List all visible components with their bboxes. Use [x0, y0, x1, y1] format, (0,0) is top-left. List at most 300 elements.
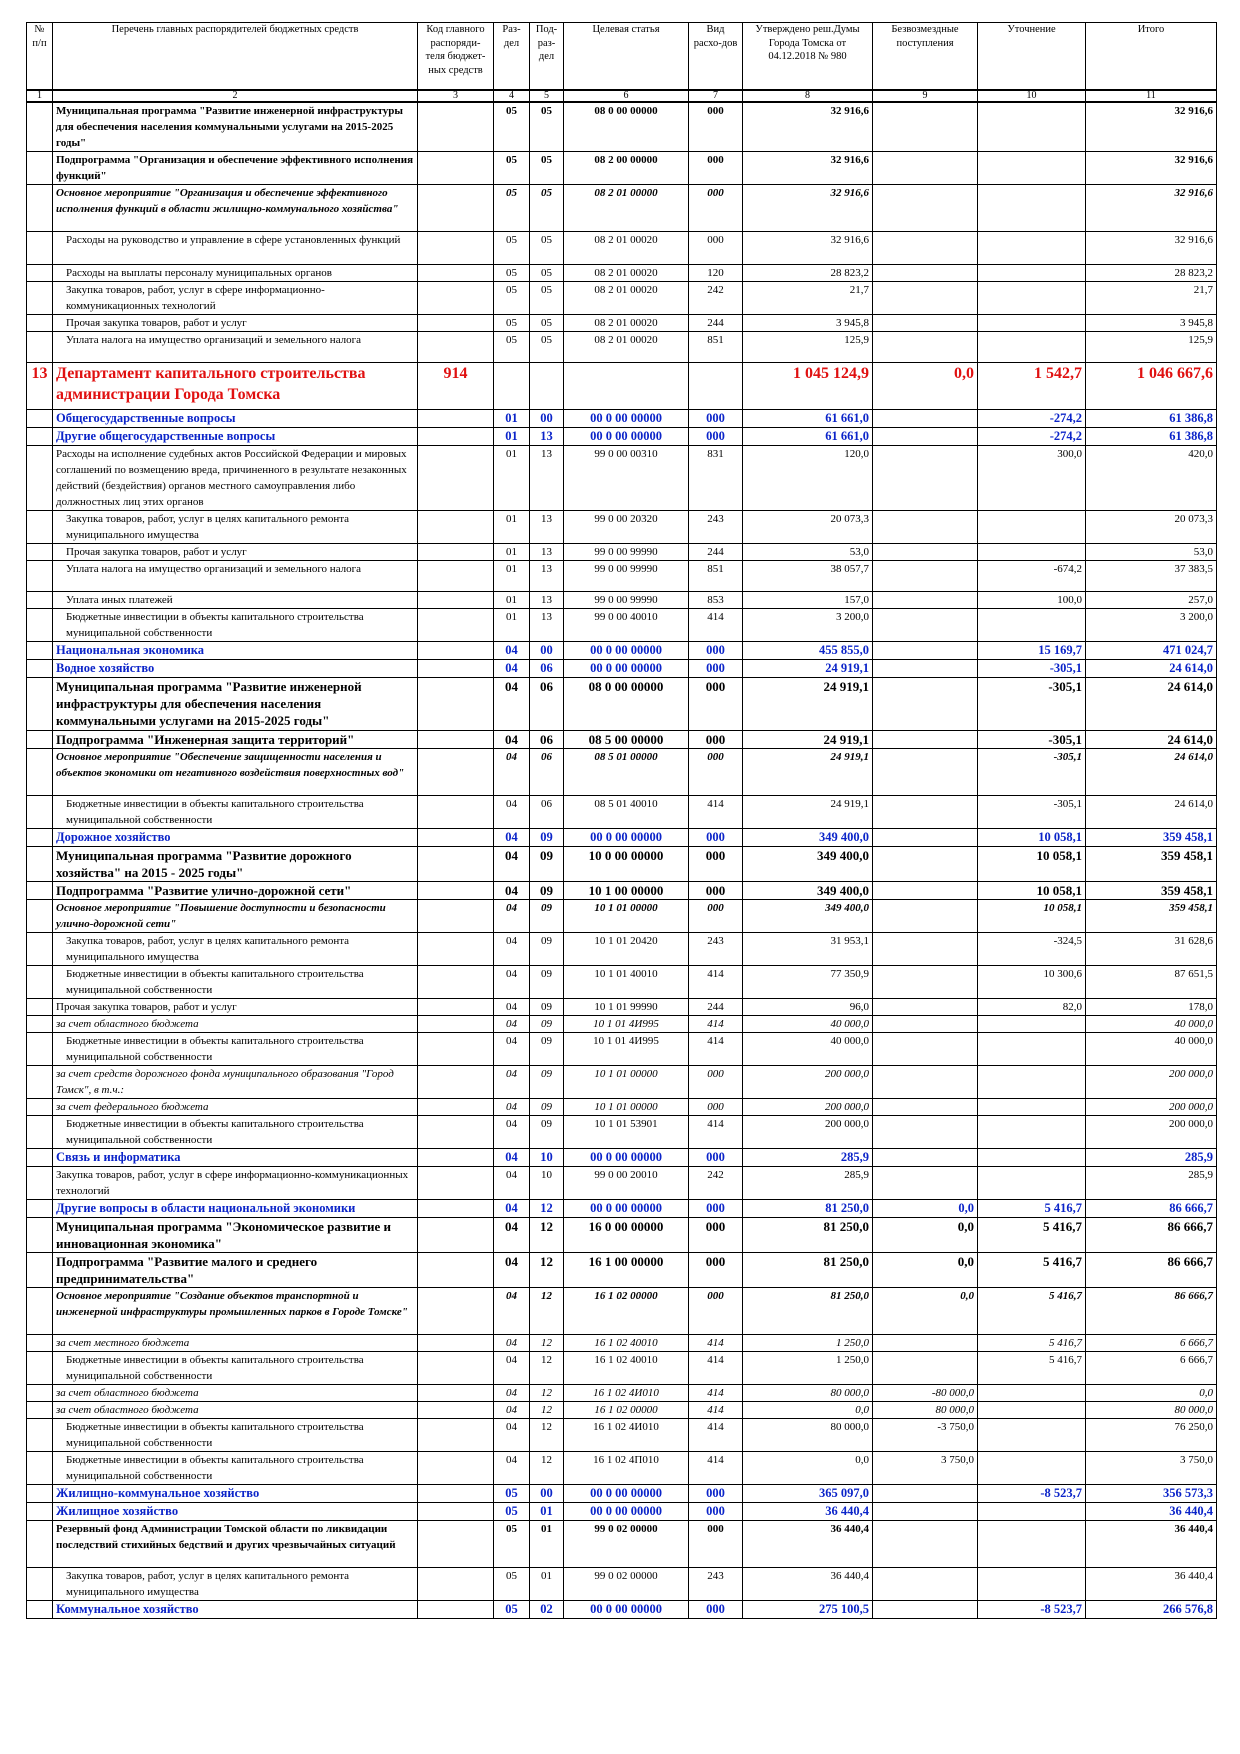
col-header-target: Целевая статья [564, 23, 689, 91]
target-article-cell: 16 1 02 00000 [564, 1288, 689, 1335]
razdel-cell: 05 [494, 185, 530, 232]
grants-amount-cell [873, 592, 978, 609]
razdel-cell: 04 [494, 796, 530, 829]
table-row [27, 731, 1217, 749]
distributor-code [418, 282, 494, 315]
target-article-cell: 99 0 00 20320 [564, 511, 689, 544]
col-header-total: Итого [1086, 23, 1217, 91]
row-name [53, 1568, 418, 1601]
grants-amount-cell [873, 1116, 978, 1149]
expense-type-cell: 414 [689, 1352, 743, 1385]
row-number [27, 1033, 53, 1066]
col-number: 3 [418, 90, 494, 102]
table-row [27, 282, 1217, 315]
table-row [27, 1099, 1217, 1116]
target-article-cell: 16 1 02 4И010 [564, 1419, 689, 1452]
col-number: 9 [873, 90, 978, 102]
approved-amount-cell: 275 100,5 [743, 1601, 873, 1619]
razdel-cell: 05 [494, 232, 530, 265]
row-name [53, 561, 418, 592]
adjustment-amount-cell [978, 1452, 1086, 1485]
total-amount-cell: 76 250,0 [1086, 1419, 1217, 1452]
row-number [27, 1167, 53, 1200]
table-row [27, 1066, 1217, 1099]
row-number [27, 1016, 53, 1033]
table-row [27, 1116, 1217, 1149]
expense-type-cell: 000 [689, 1601, 743, 1619]
row-name: Жилищное хозяйство [53, 1503, 418, 1521]
total-amount-cell: 32 916,6 [1086, 152, 1217, 185]
podrazdel-cell: 09 [530, 1099, 564, 1116]
grants-amount-cell [873, 544, 978, 561]
podrazdel-cell: 12 [530, 1200, 564, 1218]
grants-amount-cell [873, 1066, 978, 1099]
adjustment-amount-cell [978, 1568, 1086, 1601]
column-number-row [27, 90, 1217, 102]
table-row [27, 1419, 1217, 1452]
approved-amount-cell: 77 350,9 [743, 966, 873, 999]
row-number [27, 315, 53, 332]
row-name: Прочая закупка товаров, работ и услуг [53, 999, 418, 1016]
podrazdel-cell: 13 [530, 544, 564, 561]
table-row [27, 749, 1217, 796]
approved-amount-cell: 40 000,0 [743, 1033, 873, 1066]
target-article-cell: 10 1 01 40010 [564, 966, 689, 999]
expense-type-cell: 414 [689, 796, 743, 829]
row-name: Муниципальная программа "Развитие инженерной инфраструктуры для обеспечения населения коммунальными услугами на 2015-2025 годы" [53, 102, 418, 152]
distributor-code [418, 966, 494, 999]
approved-amount-cell: 28 823,2 [743, 265, 873, 282]
row-number [27, 561, 53, 592]
distributor-code [418, 847, 494, 882]
distributor-code [418, 1218, 494, 1253]
col-header-adjustment: Уточнение [978, 23, 1086, 91]
total-amount-cell: 20 073,3 [1086, 511, 1217, 544]
row-number [27, 1402, 53, 1419]
target-article-cell: 10 0 00 00000 [564, 847, 689, 882]
expense-type-cell: 000 [689, 428, 743, 446]
razdel-cell: 04 [494, 678, 530, 731]
target-article-cell: 99 0 00 40010 [564, 609, 689, 642]
total-amount-cell: 40 000,0 [1086, 1033, 1217, 1066]
row-name-text: Прочая закупка товаров, работ и услуг [66, 546, 247, 558]
row-name-text: Бюджетные инвестиции в объекты капитального строительства муниципальной собственности [66, 968, 364, 996]
razdel-cell: 05 [494, 152, 530, 185]
row-name: Расходы на исполнение судебных актов Российской Федерации и мировых соглашений по возмещению вреда, причиненного в результате незаконных действий (бездействия) органов местного самоуправления либо должностных лиц этих органов [53, 446, 418, 511]
podrazdel-cell: 06 [530, 749, 564, 796]
table-row [27, 1402, 1217, 1419]
approved-amount-cell: 365 097,0 [743, 1485, 873, 1503]
distributor-code [418, 882, 494, 900]
target-article-cell: 99 0 00 99990 [564, 561, 689, 592]
podrazdel-cell: 13 [530, 428, 564, 446]
adjustment-amount-cell [978, 185, 1086, 232]
approved-amount-cell: 40 000,0 [743, 1016, 873, 1033]
adjustment-amount-cell [978, 544, 1086, 561]
table-row [27, 882, 1217, 900]
expense-type-cell: 000 [689, 1503, 743, 1521]
razdel-cell: 05 [494, 1503, 530, 1521]
target-article-cell: 10 1 01 20420 [564, 933, 689, 966]
table-row [27, 678, 1217, 731]
expense-type-cell: 000 [689, 1200, 743, 1218]
grants-amount-cell: 0,0 [873, 1253, 978, 1288]
grants-amount-cell [873, 900, 978, 933]
grants-amount-cell: -3 750,0 [873, 1419, 978, 1452]
expense-type-cell: 000 [689, 731, 743, 749]
expense-type-cell: 000 [689, 1485, 743, 1503]
razdel-cell: 04 [494, 1335, 530, 1352]
row-name: Коммунальное хозяйство [53, 1601, 418, 1619]
adjustment-amount-cell: -8 523,7 [978, 1601, 1086, 1619]
approved-amount-cell: 0,0 [743, 1452, 873, 1485]
target-article-cell: 16 1 02 4И010 [564, 1385, 689, 1402]
approved-amount-cell: 285,9 [743, 1167, 873, 1200]
row-number [27, 232, 53, 265]
total-amount-cell: 80 000,0 [1086, 1402, 1217, 1419]
razdel-cell: 04 [494, 1253, 530, 1288]
grants-amount-cell [873, 609, 978, 642]
adjustment-amount-cell [978, 1116, 1086, 1149]
expense-type-cell: 000 [689, 749, 743, 796]
total-amount-cell: 31 628,6 [1086, 933, 1217, 966]
podrazdel-cell: 10 [530, 1167, 564, 1200]
header-row [27, 23, 1217, 91]
grants-amount-cell [873, 265, 978, 282]
total-amount-cell: 36 440,4 [1086, 1521, 1217, 1568]
col-header-name: Перечень главных распорядителей бюджетных средств [53, 23, 418, 91]
table-row [27, 1167, 1217, 1200]
row-number [27, 1419, 53, 1452]
table-row [27, 1452, 1217, 1485]
col-number: 8 [743, 90, 873, 102]
adjustment-amount-cell: 10 058,1 [978, 829, 1086, 847]
grants-amount-cell [873, 152, 978, 185]
row-number [27, 678, 53, 731]
adjustment-amount-cell [978, 282, 1086, 315]
approved-amount-cell: 1 250,0 [743, 1352, 873, 1385]
col-number: 5 [530, 90, 564, 102]
total-amount-cell: 24 614,0 [1086, 749, 1217, 796]
row-number [27, 1218, 53, 1253]
expense-type-cell: 414 [689, 1452, 743, 1485]
razdel-cell: 01 [494, 592, 530, 609]
adjustment-amount-cell [978, 315, 1086, 332]
expense-type-cell: 414 [689, 1402, 743, 1419]
row-name [53, 1033, 418, 1066]
table-row [27, 1253, 1217, 1288]
total-amount-cell: 1 046 667,6 [1086, 363, 1217, 410]
adjustment-amount-cell [978, 1521, 1086, 1568]
row-number [27, 749, 53, 796]
row-name-text: Бюджетные инвестиции в объекты капитального строительства муниципальной собственности [66, 611, 364, 639]
row-name: Национальная экономика [53, 642, 418, 660]
adjustment-amount-cell: 5 416,7 [978, 1200, 1086, 1218]
row-name [53, 265, 418, 282]
target-article-cell: 99 0 00 00310 [564, 446, 689, 511]
col-number: 2 [53, 90, 418, 102]
podrazdel-cell: 12 [530, 1452, 564, 1485]
podrazdel-cell: 09 [530, 966, 564, 999]
row-name [53, 315, 418, 332]
podrazdel-cell: 12 [530, 1253, 564, 1288]
podrazdel-cell: 12 [530, 1352, 564, 1385]
distributor-code [418, 678, 494, 731]
razdel-cell: 04 [494, 933, 530, 966]
distributor-code [418, 1116, 494, 1149]
total-amount-cell: 200 000,0 [1086, 1099, 1217, 1116]
row-number [27, 1503, 53, 1521]
row-number [27, 1099, 53, 1116]
distributor-code [418, 900, 494, 933]
table-row [27, 1200, 1217, 1218]
adjustment-amount-cell [978, 1402, 1086, 1419]
total-amount-cell: 36 440,4 [1086, 1503, 1217, 1521]
row-number [27, 999, 53, 1016]
approved-amount-cell: 81 250,0 [743, 1288, 873, 1335]
adjustment-amount-cell [978, 1385, 1086, 1402]
expense-type-cell: 000 [689, 1066, 743, 1099]
adjustment-amount-cell: -324,5 [978, 933, 1086, 966]
total-amount-cell: 6 666,7 [1086, 1335, 1217, 1352]
podrazdel-cell: 09 [530, 1066, 564, 1099]
row-number [27, 1066, 53, 1099]
target-article-cell: 16 1 00 00000 [564, 1253, 689, 1288]
total-amount-cell: 356 573,3 [1086, 1485, 1217, 1503]
razdel-cell: 04 [494, 1099, 530, 1116]
row-number [27, 1200, 53, 1218]
adjustment-amount-cell [978, 1149, 1086, 1167]
row-number [27, 446, 53, 511]
target-article-cell: 08 5 01 40010 [564, 796, 689, 829]
approved-amount-cell: 3 945,8 [743, 315, 873, 332]
razdel-cell: 04 [494, 1385, 530, 1402]
expense-type-cell: 000 [689, 1099, 743, 1116]
table-row [27, 1521, 1217, 1568]
adjustment-amount-cell [978, 102, 1086, 152]
podrazdel-cell: 09 [530, 1116, 564, 1149]
table-row [27, 511, 1217, 544]
table-row [27, 152, 1217, 185]
distributor-code [418, 428, 494, 446]
table-row [27, 592, 1217, 609]
distributor-code [418, 1288, 494, 1335]
distributor-code [418, 1601, 494, 1619]
row-name: Муниципальная программа "Экономическое развитие и инновационная экономика" [53, 1218, 418, 1253]
adjustment-amount-cell [978, 265, 1086, 282]
row-number [27, 152, 53, 185]
total-amount-cell: 40 000,0 [1086, 1016, 1217, 1033]
distributor-code [418, 1503, 494, 1521]
razdel-cell: 04 [494, 1402, 530, 1419]
grants-amount-cell: 80 000,0 [873, 1402, 978, 1419]
target-article-cell: 08 5 00 00000 [564, 731, 689, 749]
distributor-code [418, 1485, 494, 1503]
grants-amount-cell [873, 1485, 978, 1503]
podrazdel-cell: 09 [530, 933, 564, 966]
grants-amount-cell [873, 1503, 978, 1521]
distributor-code [418, 796, 494, 829]
row-number [27, 660, 53, 678]
podrazdel-cell: 01 [530, 1503, 564, 1521]
approved-amount-cell: 21,7 [743, 282, 873, 315]
distributor-code [418, 1419, 494, 1452]
total-amount-cell: 86 666,7 [1086, 1253, 1217, 1288]
podrazdel-cell: 09 [530, 829, 564, 847]
target-article-cell: 10 1 01 4И995 [564, 1016, 689, 1033]
target-article-cell: 00 0 00 00000 [564, 642, 689, 660]
approved-amount-cell: 349 400,0 [743, 900, 873, 933]
podrazdel-cell: 13 [530, 446, 564, 511]
col-header-expense-type: Вид расхо-дов [689, 23, 743, 91]
adjustment-amount-cell: 82,0 [978, 999, 1086, 1016]
expense-type-cell: 414 [689, 609, 743, 642]
adjustment-amount-cell [978, 1419, 1086, 1452]
table-row [27, 428, 1217, 446]
row-name: Общегосударственные вопросы [53, 410, 418, 428]
row-number [27, 102, 53, 152]
approved-amount-cell: 455 855,0 [743, 642, 873, 660]
total-amount-cell: 359 458,1 [1086, 829, 1217, 847]
row-number [27, 1335, 53, 1352]
table-row [27, 829, 1217, 847]
target-article-cell: 10 1 01 00000 [564, 900, 689, 933]
expense-type-cell: 000 [689, 678, 743, 731]
row-number [27, 933, 53, 966]
row-number [27, 900, 53, 933]
table-row [27, 185, 1217, 232]
row-number [27, 1521, 53, 1568]
expense-type-cell: 851 [689, 332, 743, 363]
row-number [27, 592, 53, 609]
razdel-cell: 05 [494, 1485, 530, 1503]
adjustment-amount-cell [978, 1167, 1086, 1200]
podrazdel-cell: 06 [530, 660, 564, 678]
total-amount-cell: 359 458,1 [1086, 882, 1217, 900]
target-article-cell: 08 2 01 00000 [564, 185, 689, 232]
table-row [27, 1385, 1217, 1402]
distributor-code [418, 332, 494, 363]
distributor-code [418, 1352, 494, 1385]
row-number [27, 1485, 53, 1503]
table-row [27, 1149, 1217, 1167]
podrazdel-cell: 02 [530, 1601, 564, 1619]
approved-amount-cell: 61 661,0 [743, 410, 873, 428]
col-number: 11 [1086, 90, 1217, 102]
approved-amount-cell: 200 000,0 [743, 1066, 873, 1099]
podrazdel-cell: 06 [530, 678, 564, 731]
grants-amount-cell [873, 1335, 978, 1352]
total-amount-cell: 53,0 [1086, 544, 1217, 561]
adjustment-amount-cell: 5 416,7 [978, 1335, 1086, 1352]
row-number [27, 966, 53, 999]
razdel-cell: 04 [494, 847, 530, 882]
col-number: 7 [689, 90, 743, 102]
grants-amount-cell [873, 749, 978, 796]
total-amount-cell: 24 614,0 [1086, 731, 1217, 749]
table-row [27, 660, 1217, 678]
grants-amount-cell [873, 185, 978, 232]
approved-amount-cell: 81 250,0 [743, 1200, 873, 1218]
grants-amount-cell [873, 232, 978, 265]
table-row [27, 1601, 1217, 1619]
podrazdel-cell: 05 [530, 102, 564, 152]
grants-amount-cell [873, 315, 978, 332]
approved-amount-cell: 80 000,0 [743, 1385, 873, 1402]
grants-amount-cell [873, 1568, 978, 1601]
grants-amount-cell [873, 282, 978, 315]
grants-amount-cell [873, 1352, 978, 1385]
target-article-cell: 10 1 01 00000 [564, 1099, 689, 1116]
target-article-cell: 00 0 00 00000 [564, 1200, 689, 1218]
row-name [53, 609, 418, 642]
distributor-code [418, 933, 494, 966]
target-article-cell: 16 1 02 00000 [564, 1402, 689, 1419]
approved-amount-cell: 3 200,0 [743, 609, 873, 642]
podrazdel-cell: 05 [530, 232, 564, 265]
expense-type-cell: 243 [689, 1568, 743, 1601]
distributor-code [418, 592, 494, 609]
adjustment-amount-cell [978, 332, 1086, 363]
adjustment-amount-cell: 10 058,1 [978, 847, 1086, 882]
expense-type-cell: 000 [689, 660, 743, 678]
total-amount-cell: 86 666,7 [1086, 1218, 1217, 1253]
razdel-cell: 01 [494, 544, 530, 561]
distributor-code [418, 410, 494, 428]
target-article-cell: 08 2 01 00020 [564, 282, 689, 315]
razdel-cell: 04 [494, 1200, 530, 1218]
table-row [27, 1033, 1217, 1066]
razdel-cell: 04 [494, 1167, 530, 1200]
row-name-text: Бюджетные инвестиции в объекты капитального строительства муниципальной собственности [66, 1118, 364, 1146]
row-name: Закупка товаров, работ, услуг в сфере информационно-коммуникационных технологий [53, 1167, 418, 1200]
total-amount-cell: 3 945,8 [1086, 315, 1217, 332]
expense-type-cell: 000 [689, 152, 743, 185]
total-amount-cell: 86 666,7 [1086, 1200, 1217, 1218]
podrazdel-cell: 12 [530, 1335, 564, 1352]
grants-amount-cell [873, 999, 978, 1016]
podrazdel-cell: 01 [530, 1568, 564, 1601]
podrazdel-cell: 10 [530, 1149, 564, 1167]
target-article-cell: 10 1 01 4И995 [564, 1033, 689, 1066]
row-number [27, 1568, 53, 1601]
table-row [27, 900, 1217, 933]
table-row [27, 1335, 1217, 1352]
expense-type-cell: 414 [689, 1016, 743, 1033]
approved-amount-cell: 61 661,0 [743, 428, 873, 446]
row-number [27, 185, 53, 232]
razdel-cell: 01 [494, 446, 530, 511]
total-amount-cell: 36 440,4 [1086, 1568, 1217, 1601]
target-article-cell: 99 0 00 20010 [564, 1167, 689, 1200]
distributor-code [418, 1335, 494, 1352]
approved-amount-cell: 349 400,0 [743, 829, 873, 847]
col-header-approved: Утверждено реш.Думы Города Томска от 04.12.2018 № 980 [743, 23, 873, 91]
approved-amount-cell: 120,0 [743, 446, 873, 511]
adjustment-amount-cell [978, 152, 1086, 185]
distributor-code [418, 102, 494, 152]
expense-type-cell: 244 [689, 544, 743, 561]
expense-type-cell: 000 [689, 185, 743, 232]
distributor-code [418, 1200, 494, 1218]
razdel-cell: 04 [494, 1352, 530, 1385]
podrazdel-cell: 01 [530, 1521, 564, 1568]
row-number [27, 265, 53, 282]
distributor-code [418, 829, 494, 847]
row-name-text: Уплата налога на имущество организаций и земельного налога [66, 334, 362, 346]
table-row [27, 1485, 1217, 1503]
row-number [27, 1116, 53, 1149]
